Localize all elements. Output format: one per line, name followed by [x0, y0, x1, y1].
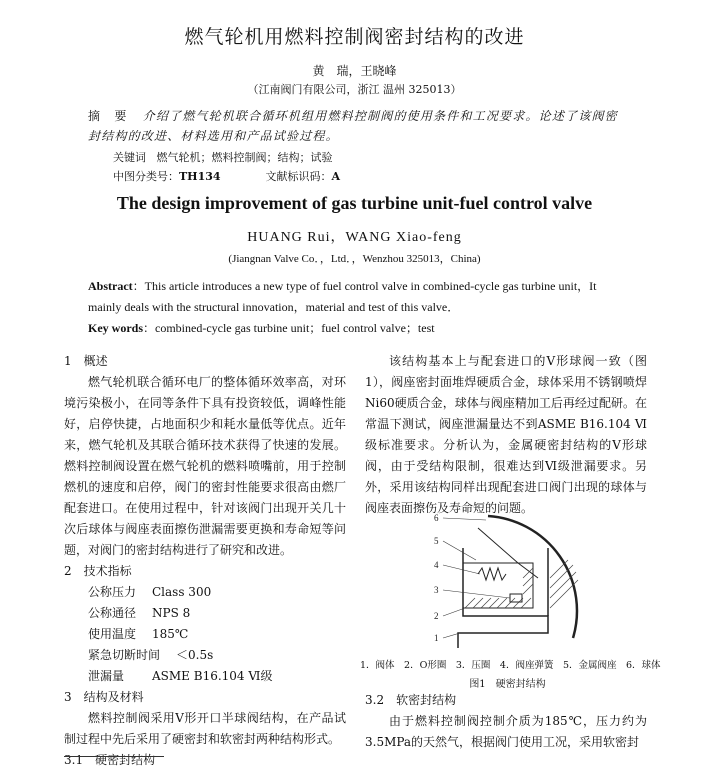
section-3-1-paragraph: 该结构基本上与配套进口的Ⅴ形球阀一致（图1），阀座密封面堆焊硬质合金，球体采用不锈钢喷焊Ni60硬质合金，球体与阀座精加工后再经过配研。在常温下测试，阀座泄漏量达不到ASME B16.104 Ⅵ级标准要求。分析认为，金属硬密封结构的Ⅴ形球阀，由于受结构限制，很难达到Ⅵ级泄漏要求。另外，采用该结构同样出现配套进口阀门出现的球体与阀座表面擦伤及寿命短的问题。: [365, 354, 647, 515]
section-3-paragraph: 燃料控制阀采用Ⅴ形开口半球阀结构，在产品试制过程中先后采用了硬密封和软密封两种结构形式。: [64, 711, 346, 746]
part-label: 2: [434, 611, 439, 621]
part-label: 1: [434, 633, 439, 643]
section-3-1-heading: 3.1 硬密封结构: [64, 753, 156, 767]
doc-code-label: 文献标识码：: [265, 170, 332, 183]
figure-1-legend: 1．阀体 2．O形圈 3．压圈 4．阀座弹簧 5．金属阀座 6．球体: [360, 660, 661, 671]
section-2-heading: 2 技术指标: [64, 564, 132, 578]
authors-cn: 黄 瑞，王晓峰: [312, 64, 397, 78]
spec-value: 185℃: [152, 627, 189, 641]
left-column: [64, 351, 346, 771]
keywords-cn-label: 关键词: [113, 151, 146, 164]
spec-key: 紧急切断时间: [88, 648, 161, 662]
right-column-top: [365, 351, 647, 519]
right-column-bottom: [365, 690, 647, 753]
spec-key: 泄漏量: [88, 669, 125, 683]
abstract-en-block: [88, 276, 623, 318]
authors-en: HUANG Rui，WANG Xiao-feng: [247, 230, 462, 245]
spec-row: [64, 645, 346, 666]
section-3-2-heading: 3.2 软密封结构: [365, 693, 457, 707]
ball-edge: [478, 528, 538, 578]
spec-row: [64, 603, 346, 624]
part-label: 5: [434, 536, 439, 546]
clc-value: TH134: [179, 170, 221, 183]
spec-row: [64, 582, 346, 603]
part-label: 4: [434, 560, 439, 570]
spec-key: 公称通径: [88, 606, 137, 620]
abstract-cn-label: 摘 要: [88, 109, 128, 123]
abstract-cn: [88, 106, 623, 146]
section-1-paragraph: 燃气轮机联合循环电厂的整体循环效率高，对环境污染极小，在同等条件下具有投资较低，调峰性能好，启停快捷，占地面积少和耗水量低等优点。近年来，燃气轮机及其联合循环技术获得了快速的发展。燃料控制阀设置在燃气轮机的燃料喷嘴前，用于控制燃机的速度和启停，阀门的密封性能要求很高由燃厂配套进口。在使用过程中，针对该阀门出现开关几十次后球体与阀座表面擦伤泄漏需要更换和寿命短等问题，对阀门的密封结构进行了研究和改进。: [64, 375, 346, 557]
doc-code-value: A: [331, 170, 341, 183]
abstract-cn-text: 介绍了燃气轮机联合循环机组用燃料控制阀的使用条件和工况要求。论述了该阀密封结构的改进、材料选用和产品试验过程。: [88, 109, 618, 143]
seal-structure-diagram: [368, 508, 650, 648]
spec-value: ＜0.5s: [176, 648, 214, 662]
spec-value: NPS 8: [152, 606, 191, 620]
figure-1-caption: 图1 硬密封结构: [469, 679, 546, 690]
section-3-2-paragraph: 由于燃料控制阀控制介质为185℃，压力约为3.5MPa的天然气，根据阀门使用工况，采用软密封: [365, 714, 647, 749]
keywords-cn-text: 燃气轮机；燃料控制阀；结构；试验: [156, 151, 333, 164]
part-label: 6: [434, 513, 439, 523]
section-3-heading: 3 结构及材料: [64, 690, 144, 704]
paper-title-cn: 燃气轮机用燃料控制阀密封结构的改进: [184, 26, 525, 48]
spec-key: 公称压力: [88, 585, 137, 599]
keywords-en-text: ：combined-cycle gas turbine unit；fuel control valve；test: [143, 321, 435, 335]
classification-row: [113, 168, 340, 184]
spec-row: [64, 624, 346, 645]
spec-value: ASME B16.104 Ⅵ级: [152, 669, 273, 683]
spec-value: Class 300: [152, 585, 212, 599]
abstract-en: [88, 276, 623, 339]
affiliation-cn: （江南阀门有限公司，浙江 温州 325013）: [247, 83, 462, 96]
section-1-heading: 1 概述: [64, 354, 108, 368]
abstract-en-text: ：This article introduces a new type of fuel control valve in combined-cycle gas turbine unit，It mainly deals with the structural innovation，material and test of this valve．: [88, 279, 597, 314]
spec-key: 使用温度: [88, 627, 137, 641]
seat-spring: [478, 568, 506, 580]
abstract-en-label: Abstract: [88, 279, 133, 293]
footnote-rule: [64, 756, 164, 757]
figure-1: [368, 508, 650, 648]
keywords-cn: [113, 149, 333, 165]
clc-label: 中图分类号：: [113, 170, 179, 183]
leader-lines: [443, 518, 510, 638]
affiliation-en: (Jiangnan Valve Co．，Ltd．，Wenzhou 325013，China): [228, 253, 481, 265]
keywords-en-label: Key words: [88, 321, 143, 335]
spec-row: [64, 666, 346, 687]
keywords-en-block: [88, 318, 623, 339]
part-label: 3: [434, 585, 439, 595]
paper-title-en: The design improvement of gas turbine unit-fuel control valve: [116, 193, 593, 213]
